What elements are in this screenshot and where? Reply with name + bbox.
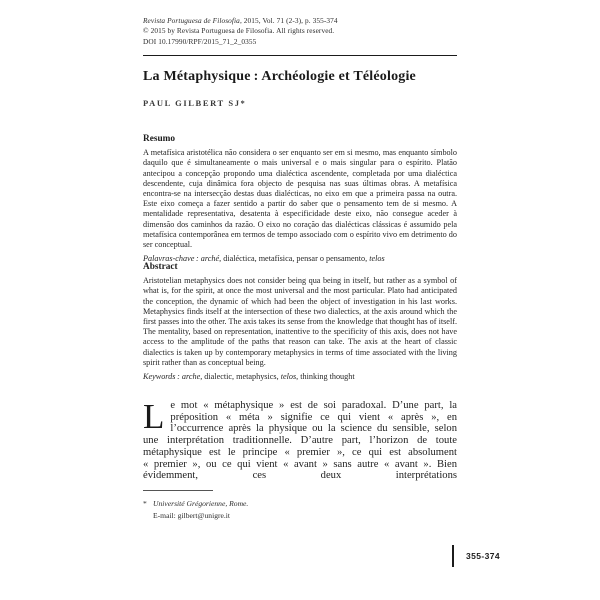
page-range-tab: [452, 545, 500, 567]
drop-cap: L: [143, 397, 165, 436]
abstract-heading: Abstract: [143, 262, 178, 272]
footnote-rule: [143, 490, 213, 491]
keywords-terms-end: , thinking thought: [296, 372, 355, 382]
abstract-section: [143, 262, 457, 382]
resumo-heading: Resumo: [143, 134, 176, 144]
author-name: PAUL GILBERT SJ*: [143, 98, 247, 108]
journal-citation-line: [143, 16, 457, 26]
header-rule: [143, 55, 457, 56]
footnote-marker: *: [143, 499, 147, 508]
keywords-term-telos: telos: [280, 372, 297, 382]
keywords-label: Keywords :: [143, 372, 182, 382]
page-range-divider: [452, 545, 454, 567]
journal-issue-info: , 2015, Vol. 71 (2-3), p. 355-374: [239, 16, 338, 25]
footnote-affiliation-line: [143, 498, 457, 510]
keywords-term-arche: arche: [181, 372, 201, 382]
body-paragraph: [143, 397, 457, 482]
abstract-text: Aristotelian metaphysics does not consider being qua being in itself, but rather as a symbol of what is, for the spirit, at once the most universal and the most particular. Plato had anticipated the conception, the dynamic of which had been the object of investigation in his last works. Metaphysics finds itself at the intersection of these two dialectics, at the axis around which the first passes into the other. The axis takes its sense from the knowledge that thought has of itself. The mentality, based on representation, inattentive to the specificity of this axis, does not have access to the amplitude of the paths that reason can take. The axis at the heart of classic dialectics is taken up by contemporary metaphysics in terms of time associated with the living spirit rather than as conceptual being.: [143, 276, 457, 367]
copyright-line: © 2015 by Revista Portuguesa de Filosofia. All rights reserved.: [143, 26, 335, 36]
footnote: [143, 490, 457, 522]
doi-line: DOI 10.17990/RPF/2015_71_2_0355: [143, 36, 257, 46]
journal-name: Revista Portuguesa de Filosofia: [143, 16, 240, 25]
paper-title: La Métaphysique : Archéologie et Téléologie: [143, 69, 416, 84]
palavras-chave-terms: , dialéctica, metafísica, pensar o pensamento,: [219, 254, 370, 264]
palavras-chave-label: Palavras-chave :: [143, 254, 201, 264]
footnote-affiliation: Université Grégorienne, Rome.: [153, 499, 249, 508]
palavras-chave-term-arche: arché: [200, 254, 220, 264]
resumo-text: A metafísica aristotélica não considera o ser enquanto ser em si mesmo, mas enquanto símbolo daquilo que é simultaneamente o mais universal e o mais singular para o espírito. Platão antecipou a concepção propondo uma dialéctica ascendente, completada por uma dialéctica descendente, cuja dinâmica fora objecto de pesquisa nas suas últimas obras. A metafísica encontra-se na intersecção destas duas dialécticas, no eixo em que a primeira passa na outra. Este eixo começa a fazer sentido a partir do saber que o pensamento tem de si mesmo. A mentalidade representativa, desatenta à especificidade deste eixo, não consegue aceder à dimensão dos caminhos da razão. O eixo no coração das dialécticas clássicas é assumido pela metafísica contemporânea em termos de tempo associado com o espírito vivo em detrimento do ser conceptual.: [143, 148, 457, 250]
keywords-line: [143, 372, 457, 382]
journal-header: [143, 16, 457, 47]
keywords-terms: , dialectic, metaphysics,: [200, 372, 281, 382]
footnote-email: E-mail: gilbert@unigre.it: [153, 511, 231, 520]
page-range-label: 355-374: [466, 551, 500, 561]
body-text: e mot « métaphysique » est de soi paradoxal. D’une part, la préposition « méta » signifie ce qui vient « après », en l’occurrence après la physique ou la science du sensible, selon une interprétation traditionnelle. D’autre part, l’horizon de toute métaphysique est le principe « premier », ce qui est absolument « premier », ou ce qui vient « avant » sans autre « avant ». Bien évidemment, ces deux interprétations: [143, 400, 457, 482]
palavras-chave-term-telos: telos: [369, 254, 385, 264]
resumo-section: [143, 134, 457, 264]
